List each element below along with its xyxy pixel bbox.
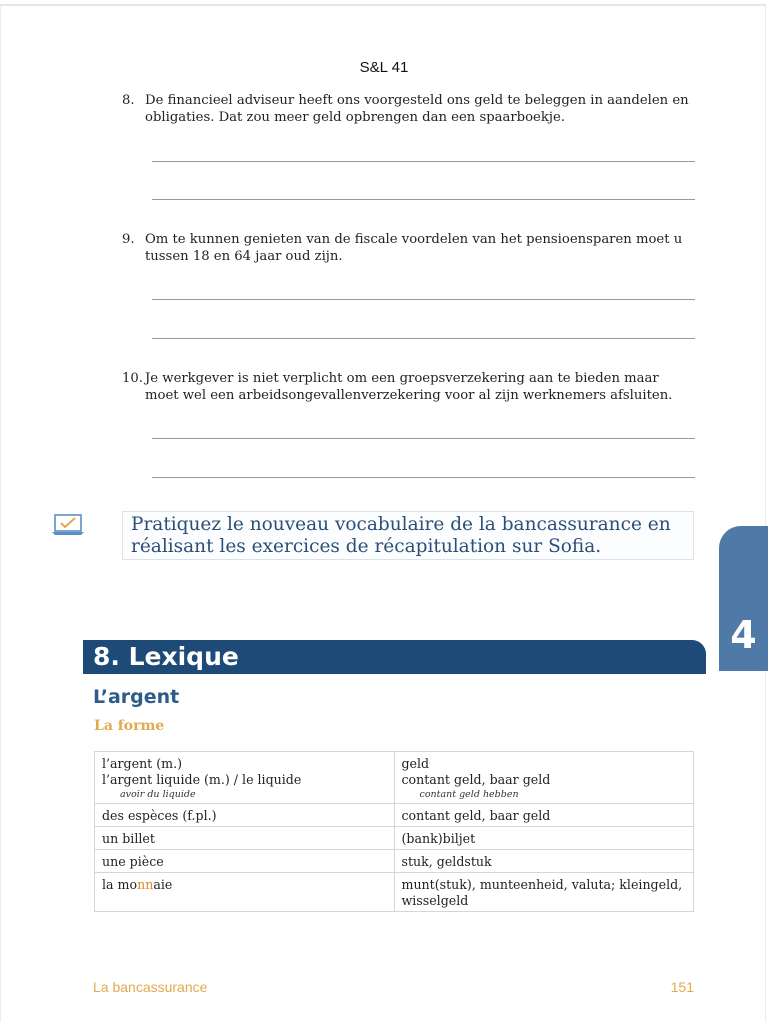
exercise-item bbox=[122, 92, 696, 126]
chapter-number: 4 bbox=[730, 613, 757, 657]
term-nl: contant geld, baar geld bbox=[401, 772, 551, 787]
example-fr: avoir du liquide bbox=[120, 789, 196, 800]
answer-line[interactable] bbox=[152, 199, 695, 200]
example-nl: contant geld hebben bbox=[419, 789, 519, 800]
exercise-number: 10. bbox=[122, 371, 143, 386]
answer-line[interactable] bbox=[152, 438, 695, 439]
table-cell-fr bbox=[95, 873, 395, 912]
term-fr: l’argent (m.) bbox=[102, 756, 183, 771]
section-banner bbox=[83, 640, 706, 674]
table-cell-fr: des espèces (f.pl.) bbox=[95, 804, 395, 827]
lexicon-heading: L’argent bbox=[93, 686, 180, 708]
exercise-number: 8. bbox=[122, 93, 135, 108]
section-title: 8. Lexique bbox=[93, 642, 239, 671]
table-cell-nl bbox=[394, 752, 694, 804]
table-cell-fr bbox=[95, 752, 395, 804]
table-row bbox=[95, 850, 694, 873]
answer-line[interactable] bbox=[152, 477, 695, 478]
answer-line[interactable] bbox=[152, 338, 695, 339]
table-row bbox=[95, 752, 694, 804]
table-cell-fr: une pièce bbox=[95, 850, 395, 873]
footer-chapter-title: La bancassurance bbox=[93, 979, 208, 995]
table-cell-nl: contant geld, baar geld bbox=[394, 804, 694, 827]
term-fr-highlight: nn bbox=[137, 877, 154, 892]
table-row bbox=[95, 804, 694, 827]
exercise-number: 9. bbox=[122, 232, 135, 247]
table-row bbox=[95, 873, 694, 912]
chapter-tab bbox=[719, 526, 768, 671]
exercise-text: Om te kunnen genieten van de fiscale voordelen van het pensioensparen moet u tussen 18 en 64 jaar oud zijn. bbox=[145, 232, 683, 264]
term-fr-part: la mo bbox=[102, 877, 138, 892]
term-fr: l’argent liquide (m.) / le liquide bbox=[102, 772, 302, 787]
table-cell-fr: un billet bbox=[95, 827, 395, 850]
table-cell-nl: stuk, geldstuk bbox=[394, 850, 694, 873]
lexicon-table bbox=[94, 751, 694, 912]
sofia-callout: Pratiquez le nouveau vocabulaire de la bancassurance en réalisant les exercices de récapitulation sur Sofia. bbox=[122, 511, 694, 560]
table-cell-nl: (bank)biljet bbox=[394, 827, 694, 850]
page-number: 151 bbox=[670, 979, 694, 995]
exercise-text: Je werkgever is niet verplicht om een groepsverzekering aan te bieden maar moet wel een arbeidsongevallenverzekering voor al zijn werknemers afsluiten. bbox=[145, 371, 673, 403]
laptop-check-icon bbox=[52, 514, 84, 536]
exercise-text: De financieel adviseur heeft ons voorgesteld ons geld te beleggen in aandelen en obligaties. Dat zou meer geld opbrengen dan een spaarboekje. bbox=[145, 93, 689, 125]
term-nl: geld bbox=[401, 756, 430, 771]
term-fr-part: aie bbox=[153, 877, 173, 892]
table-cell-nl: munt(stuk), munteenheid, valuta; kleingeld, wisselgeld bbox=[394, 873, 694, 912]
answer-line[interactable] bbox=[152, 299, 695, 300]
exercise-code: S&L 41 bbox=[359, 59, 409, 76]
table-row bbox=[95, 827, 694, 850]
lexicon-subheading: La forme bbox=[94, 718, 165, 734]
exercise-item bbox=[122, 231, 696, 265]
answer-line[interactable] bbox=[152, 161, 695, 162]
exercise-item bbox=[122, 370, 696, 404]
